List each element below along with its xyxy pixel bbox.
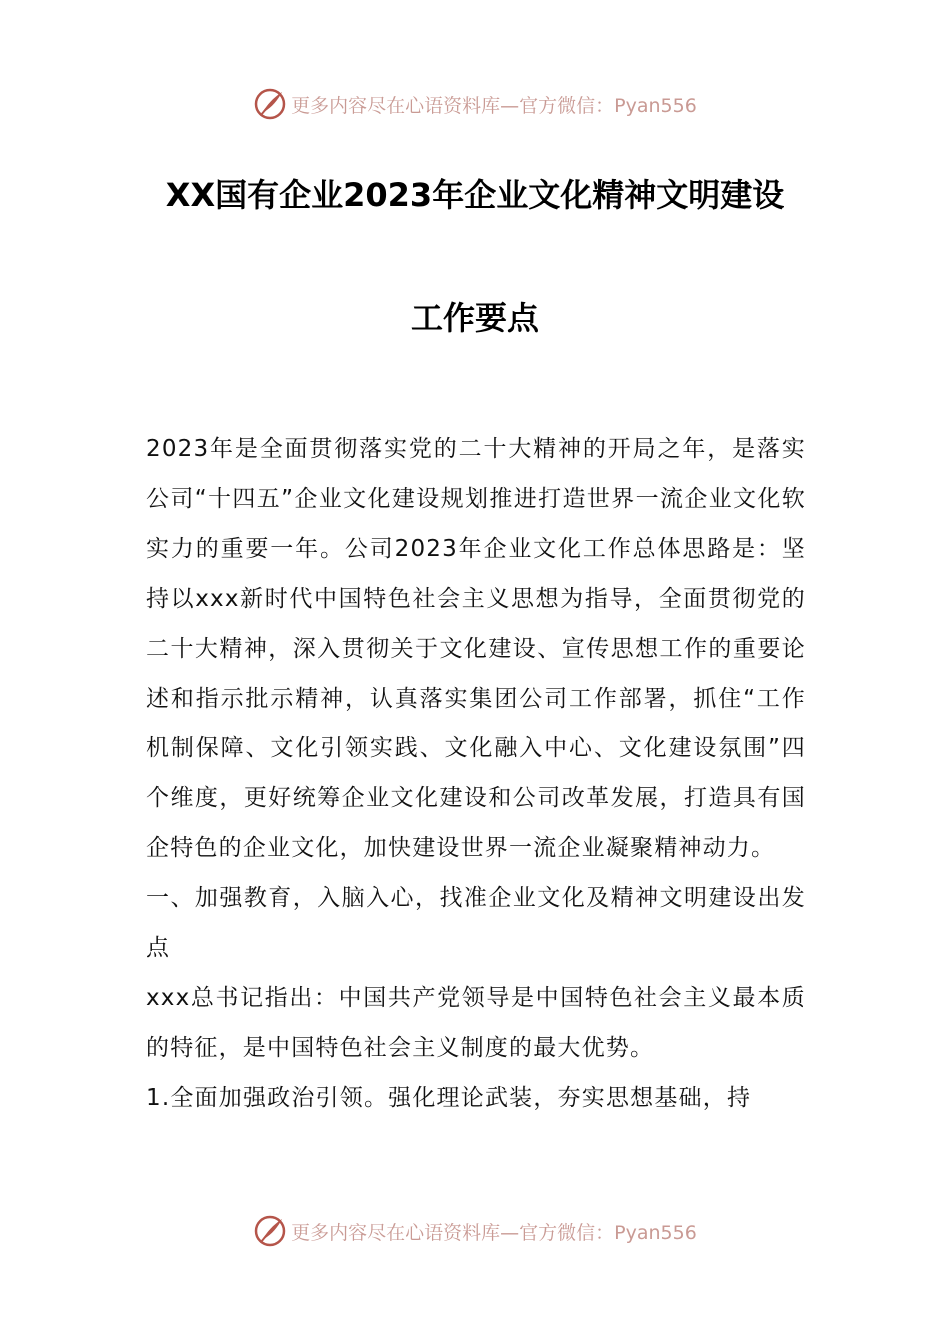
intro-paragraph: 2023年是全面贯彻落实党的二十大精神的开局之年，是落实公司“十四五”企业文化建设规划推进打造世界一流企业文化软实力的重要一年。公司2023年企业文化工作总体思路是：坚持以xxx新时代中国特色社会主义思想为指导，全面贯彻党的二十大精神，深入贯彻关于文化建设、宣传思想工作的重要论述和指示批示精神，认真落实集团公司工作部署，抓住“工作机制保障、文化引领实践、文化融入中心、文化建设氛围”四个维度，更好统筹企业文化建设和公司改革发展，打造具有国企特色的企业文化，加快建设世界一流企业凝聚精神动力。 (146, 436, 806, 862)
watermark-text: 更多内容尽在心语资料库—官方微信：Pyan556 (291, 94, 697, 117)
document-body (146, 425, 806, 1124)
document-title-line-1: XX国有企业2023年企业文化精神文明建设 (165, 176, 785, 214)
quill-logo-icon (253, 1214, 287, 1248)
document-title-line-2: 工作要点 (410, 299, 539, 337)
watermark-header (0, 84, 950, 124)
quill-logo-icon (253, 87, 287, 121)
watermark-footer (0, 1211, 950, 1251)
quote-paragraph: xxx总书记指出：中国共产党领导是中国特色社会主义最本质的特征，是中国特色社会主义制度的最大优势。 (146, 984, 806, 1061)
watermark-text: 更多内容尽在心语资料库—官方微信：Pyan556 (291, 1221, 697, 1244)
list-item-1: 1.全面加强政治引领。强化理论武装，夯实思想基础，持 (146, 1084, 752, 1111)
section-heading: 一、加强教育，入脑入心，找准企业文化及精神文明建设出发点 (146, 885, 806, 962)
